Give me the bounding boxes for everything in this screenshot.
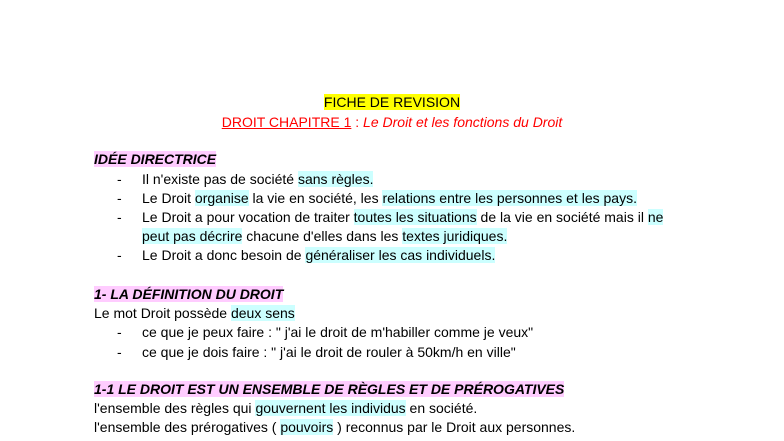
bullet-dash: - bbox=[117, 171, 122, 187]
bullet-dash: - bbox=[117, 190, 122, 206]
title-line bbox=[0, 94, 784, 110]
text: Il n'existe pas de société bbox=[142, 171, 298, 187]
bullet-dash: - bbox=[117, 324, 122, 340]
bullet-item bbox=[142, 247, 495, 263]
bullet-item: ce que je dois faire : " j'ai le droit de rouler à 50km/h en ville" bbox=[142, 344, 516, 360]
section-heading-idee bbox=[94, 151, 216, 167]
bullet-item: ce que je peux faire : " j'ai le droit de m'habiller comme je veux" bbox=[142, 324, 534, 340]
chapter-topic: Le Droit et les fonctions du Droit bbox=[363, 114, 563, 130]
text: chacune d'elles dans les bbox=[242, 228, 403, 244]
bullet-item-continuation bbox=[142, 228, 507, 244]
bullet-dash: - bbox=[117, 247, 122, 263]
section-heading-definition bbox=[94, 286, 283, 302]
heading-text: 1- LA DÉFINITION DU DROIT bbox=[94, 286, 284, 302]
highlight: deux sens bbox=[230, 305, 295, 321]
highlight: textes juridiques. bbox=[402, 228, 508, 244]
bullet-dash: - bbox=[117, 344, 122, 360]
highlight: pouvoirs bbox=[280, 419, 334, 435]
subtitle-separator: : bbox=[351, 114, 364, 130]
bullet-item bbox=[142, 209, 663, 225]
paragraph-line bbox=[94, 400, 477, 416]
text: ) reconnus par le Droit aux personnes. bbox=[333, 419, 576, 435]
text: de la vie en société mais il bbox=[476, 209, 648, 225]
highlight: gouvernent les individus bbox=[255, 400, 406, 416]
heading-text: IDÉE DIRECTRICE bbox=[94, 151, 217, 167]
text: Le Droit a pour vocation de traiter bbox=[142, 209, 354, 225]
text: en société. bbox=[405, 400, 478, 416]
paragraph-line bbox=[94, 305, 295, 321]
text: l'ensemble des prérogatives ( bbox=[94, 419, 281, 435]
section-heading-ensemble bbox=[94, 381, 564, 397]
text: Le Droit a donc besoin de bbox=[142, 247, 306, 263]
highlight: relations entre les personnes et les pays. bbox=[382, 190, 637, 206]
bullet-item bbox=[142, 171, 373, 187]
bullet-item bbox=[142, 190, 637, 206]
highlight: généraliser les cas individuels. bbox=[305, 247, 496, 263]
text: Le mot Droit possède bbox=[94, 305, 231, 321]
bullet-dash: - bbox=[117, 209, 122, 225]
highlight: peut pas décrire bbox=[142, 228, 243, 244]
highlight: ne bbox=[647, 209, 664, 225]
heading-text: 1-1 LE DROIT EST UN ENSEMBLE DE RÈGLES ET DE PRÉROGATIVES bbox=[94, 381, 565, 397]
highlight: sans règles. bbox=[297, 171, 374, 187]
text: Le Droit bbox=[142, 190, 195, 206]
highlight: organise bbox=[194, 190, 249, 206]
text: l'ensemble des règles qui bbox=[94, 400, 256, 416]
subtitle-line bbox=[0, 114, 784, 130]
doc-title: FICHE DE REVISION bbox=[323, 94, 461, 110]
paragraph-line bbox=[94, 419, 575, 435]
highlight: toutes les situations bbox=[353, 209, 477, 225]
text: la vie en société, les bbox=[248, 190, 383, 206]
chapter-label: DROIT CHAPITRE 1 bbox=[221, 114, 352, 130]
